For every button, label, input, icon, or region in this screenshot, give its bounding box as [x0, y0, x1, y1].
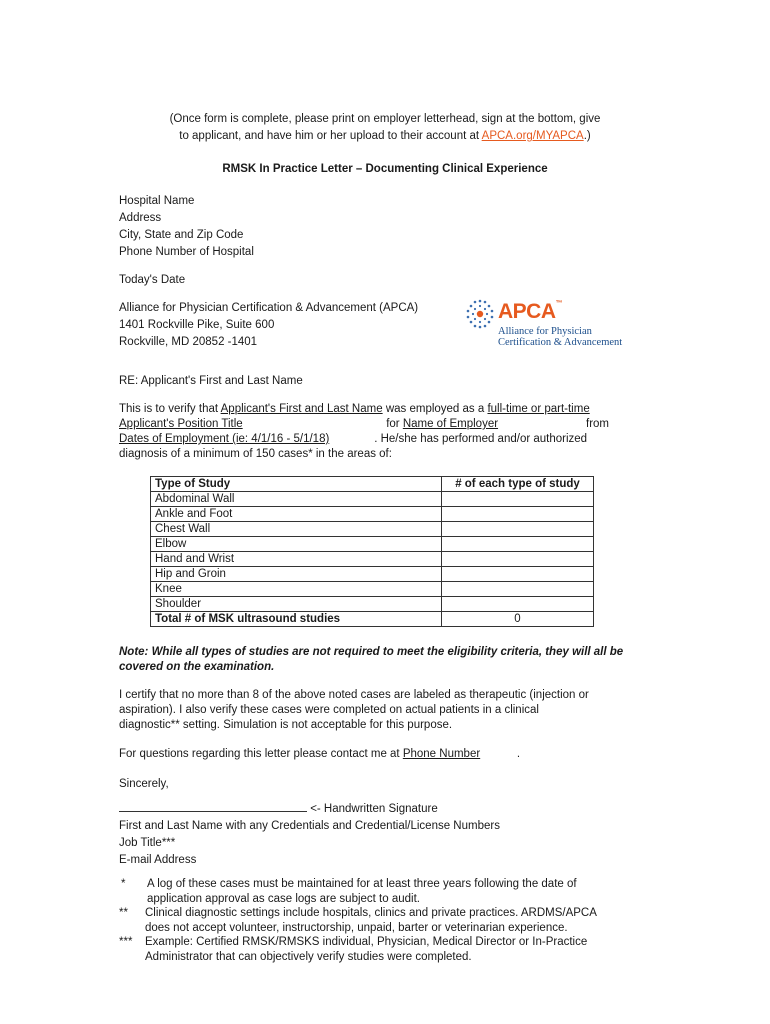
contact-text: For questions regarding this letter please contact me at [119, 748, 403, 760]
verify-line-1 [119, 402, 639, 417]
footnote-mark: *** [119, 936, 133, 948]
certify-paragraph [119, 688, 639, 733]
hospital-address: Address [119, 212, 162, 224]
study-count-cell[interactable] [442, 567, 594, 582]
verify-text-5: . He/she has performed and/or authorized [371, 433, 588, 445]
signer-email: E-mail Address [119, 854, 197, 866]
footnote-text-line-2: application approval as case logs are subject to audit. [147, 892, 420, 905]
intro-line-2-end: .) [583, 130, 591, 142]
certify-line-1: I certify that no more than 8 of the above noted cases are labeled as therapeutic (injection or [119, 689, 589, 701]
table-row [151, 507, 594, 522]
study-type-cell: Knee [151, 582, 442, 597]
study-type-cell: Hip and Groin [151, 567, 442, 582]
table-row [151, 537, 594, 552]
employment-dates-field[interactable]: Dates of Employment (ie: 4/1/16 - 5/1/18) [119, 433, 330, 445]
verify-text-3: for [383, 418, 403, 430]
recipient-street: 1401 Rockville Pike, Suite 600 [119, 319, 275, 331]
apca-burst-icon [464, 298, 496, 330]
re-line: RE: Applicant's First and Last Name [119, 375, 303, 387]
hospital-phone: Phone Number of Hospital [119, 246, 254, 258]
apca-logo [464, 298, 634, 350]
eligibility-note [119, 645, 629, 675]
verify-line-4: diagnosis of a minimum of 150 cases* in the areas of: [119, 448, 392, 460]
signature-line [119, 801, 639, 818]
signature-label: <- Handwritten Signature [307, 803, 438, 815]
study-count-cell[interactable] [442, 492, 594, 507]
hospital-block [119, 193, 254, 261]
signature-block [119, 801, 639, 869]
contact-end: . [516, 748, 521, 760]
verify-text-1: This is to verify that [119, 403, 221, 415]
footnote-text-line-2: does not accept volunteer, instructorship, unpaid, barter or veterinarian experience. [145, 921, 568, 934]
hospital-name: Hospital Name [119, 195, 195, 207]
footnote-mark: ** [119, 907, 128, 919]
table-row [151, 597, 594, 612]
logo-sub-line-1: Alliance for Physician [498, 326, 592, 337]
applicant-name-field[interactable]: Applicant's First and Last Name [220, 403, 383, 415]
note-line-2: covered on the examination. [119, 661, 275, 673]
logo-tm: ™ [555, 300, 563, 307]
footnote-mark: * [121, 878, 126, 890]
verify-text-2: was employed as a [382, 403, 488, 415]
total-label: Total # of MSK ultrasound studies [151, 612, 442, 627]
footnote-text-line-1: Example: Certified RMSK/RMSKS individual, Physician, Medical Director or In-Practice [145, 936, 588, 948]
study-count-cell[interactable] [442, 507, 594, 522]
footnote-text-line-1: A log of these cases must be maintained for at least three years following the date of [147, 878, 577, 890]
table-row [151, 492, 594, 507]
intro-instructions [60, 111, 710, 145]
study-type-cell: Chest Wall [151, 522, 442, 537]
logo-name: APCA [498, 300, 556, 323]
study-type-cell: Shoulder [151, 597, 442, 612]
logo-wordmark [498, 300, 562, 324]
table-row [151, 567, 594, 582]
total-value: 0 [442, 612, 594, 627]
employer-name-field[interactable]: Name of Employer [402, 418, 499, 430]
table-row [151, 582, 594, 597]
todays-date: Today's Date [119, 274, 186, 286]
table-header-row [151, 477, 594, 492]
note-line-1: Note: While all types of studies are not required to meet the eligibility criteria, they will all be [119, 646, 624, 658]
contact-phone-field[interactable]: Phone Number [402, 748, 481, 760]
study-type-cell: Abdominal Wall [151, 492, 442, 507]
table-row [151, 522, 594, 537]
table-row [151, 552, 594, 567]
footnote-text [145, 935, 587, 964]
recipient-org: Alliance for Physician Certification & Advancement (APCA) [119, 302, 419, 314]
study-table [150, 476, 594, 627]
employment-type-field[interactable]: full-time or part-time [487, 403, 590, 415]
footnote-2 [119, 906, 639, 935]
signer-name: First and Last Name with any Credentials and Credential/License Numbers [119, 820, 500, 832]
verify-paragraph [119, 402, 639, 462]
study-type-cell: Ankle and Foot [151, 507, 442, 522]
study-count-cell[interactable] [442, 597, 594, 612]
table-total-row [151, 612, 594, 627]
apca-link[interactable]: APCA.org/MYAPCA [481, 130, 584, 142]
certify-line-2: aspiration). I also verify these cases were completed on actual patients in a clinical [119, 704, 539, 716]
footnotes [119, 877, 639, 964]
footnote-text [147, 877, 577, 906]
signature-field[interactable] [119, 801, 307, 812]
intro-line-2 [60, 128, 710, 145]
footnote-text-line-1: Clinical diagnostic settings include hospitals, clinics and private practices. ARDMS/APCA [145, 907, 597, 919]
recipient-block [119, 300, 418, 351]
footnote-1 [119, 877, 639, 906]
logo-sub-line-2: Certification & Advancement [498, 337, 623, 348]
intro-line-1: (Once form is complete, please print on employer letterhead, sign at the bottom, give [169, 113, 601, 125]
study-count-cell[interactable] [442, 552, 594, 567]
study-type-cell: Elbow [151, 537, 442, 552]
header-count: # of each type of study [442, 477, 594, 492]
sincerely: Sincerely, [119, 778, 169, 790]
footnote-text-line-2: Administrator that can objectively verify studies were completed. [145, 950, 472, 963]
contact-line [119, 747, 639, 762]
study-count-cell[interactable] [442, 537, 594, 552]
study-count-cell[interactable] [442, 582, 594, 597]
verify-text-4: from [582, 418, 610, 430]
recipient-city: Rockville, MD 20852 -1401 [119, 336, 258, 348]
signer-job-title: Job Title*** [119, 837, 176, 849]
position-title-field[interactable]: Applicant's Position Title [119, 418, 243, 430]
verify-line-2 [119, 417, 639, 432]
logo-subtitle [498, 326, 622, 348]
verify-line-3 [119, 432, 639, 447]
footnote-3 [119, 935, 639, 964]
header-type-of-study: Type of Study [151, 477, 442, 492]
study-type-cell: Hand and Wrist [151, 552, 442, 567]
hospital-city: City, State and Zip Code [119, 229, 244, 241]
page-title: RMSK In Practice Letter – Documenting Clinical Experience [222, 163, 548, 175]
intro-line-2-text: to applicant, and have him or her upload to their account at [179, 130, 482, 142]
footnote-text [145, 906, 597, 935]
study-count-cell[interactable] [442, 522, 594, 537]
certify-line-3: diagnostic** setting. Simulation is not acceptable for this purpose. [119, 719, 453, 731]
